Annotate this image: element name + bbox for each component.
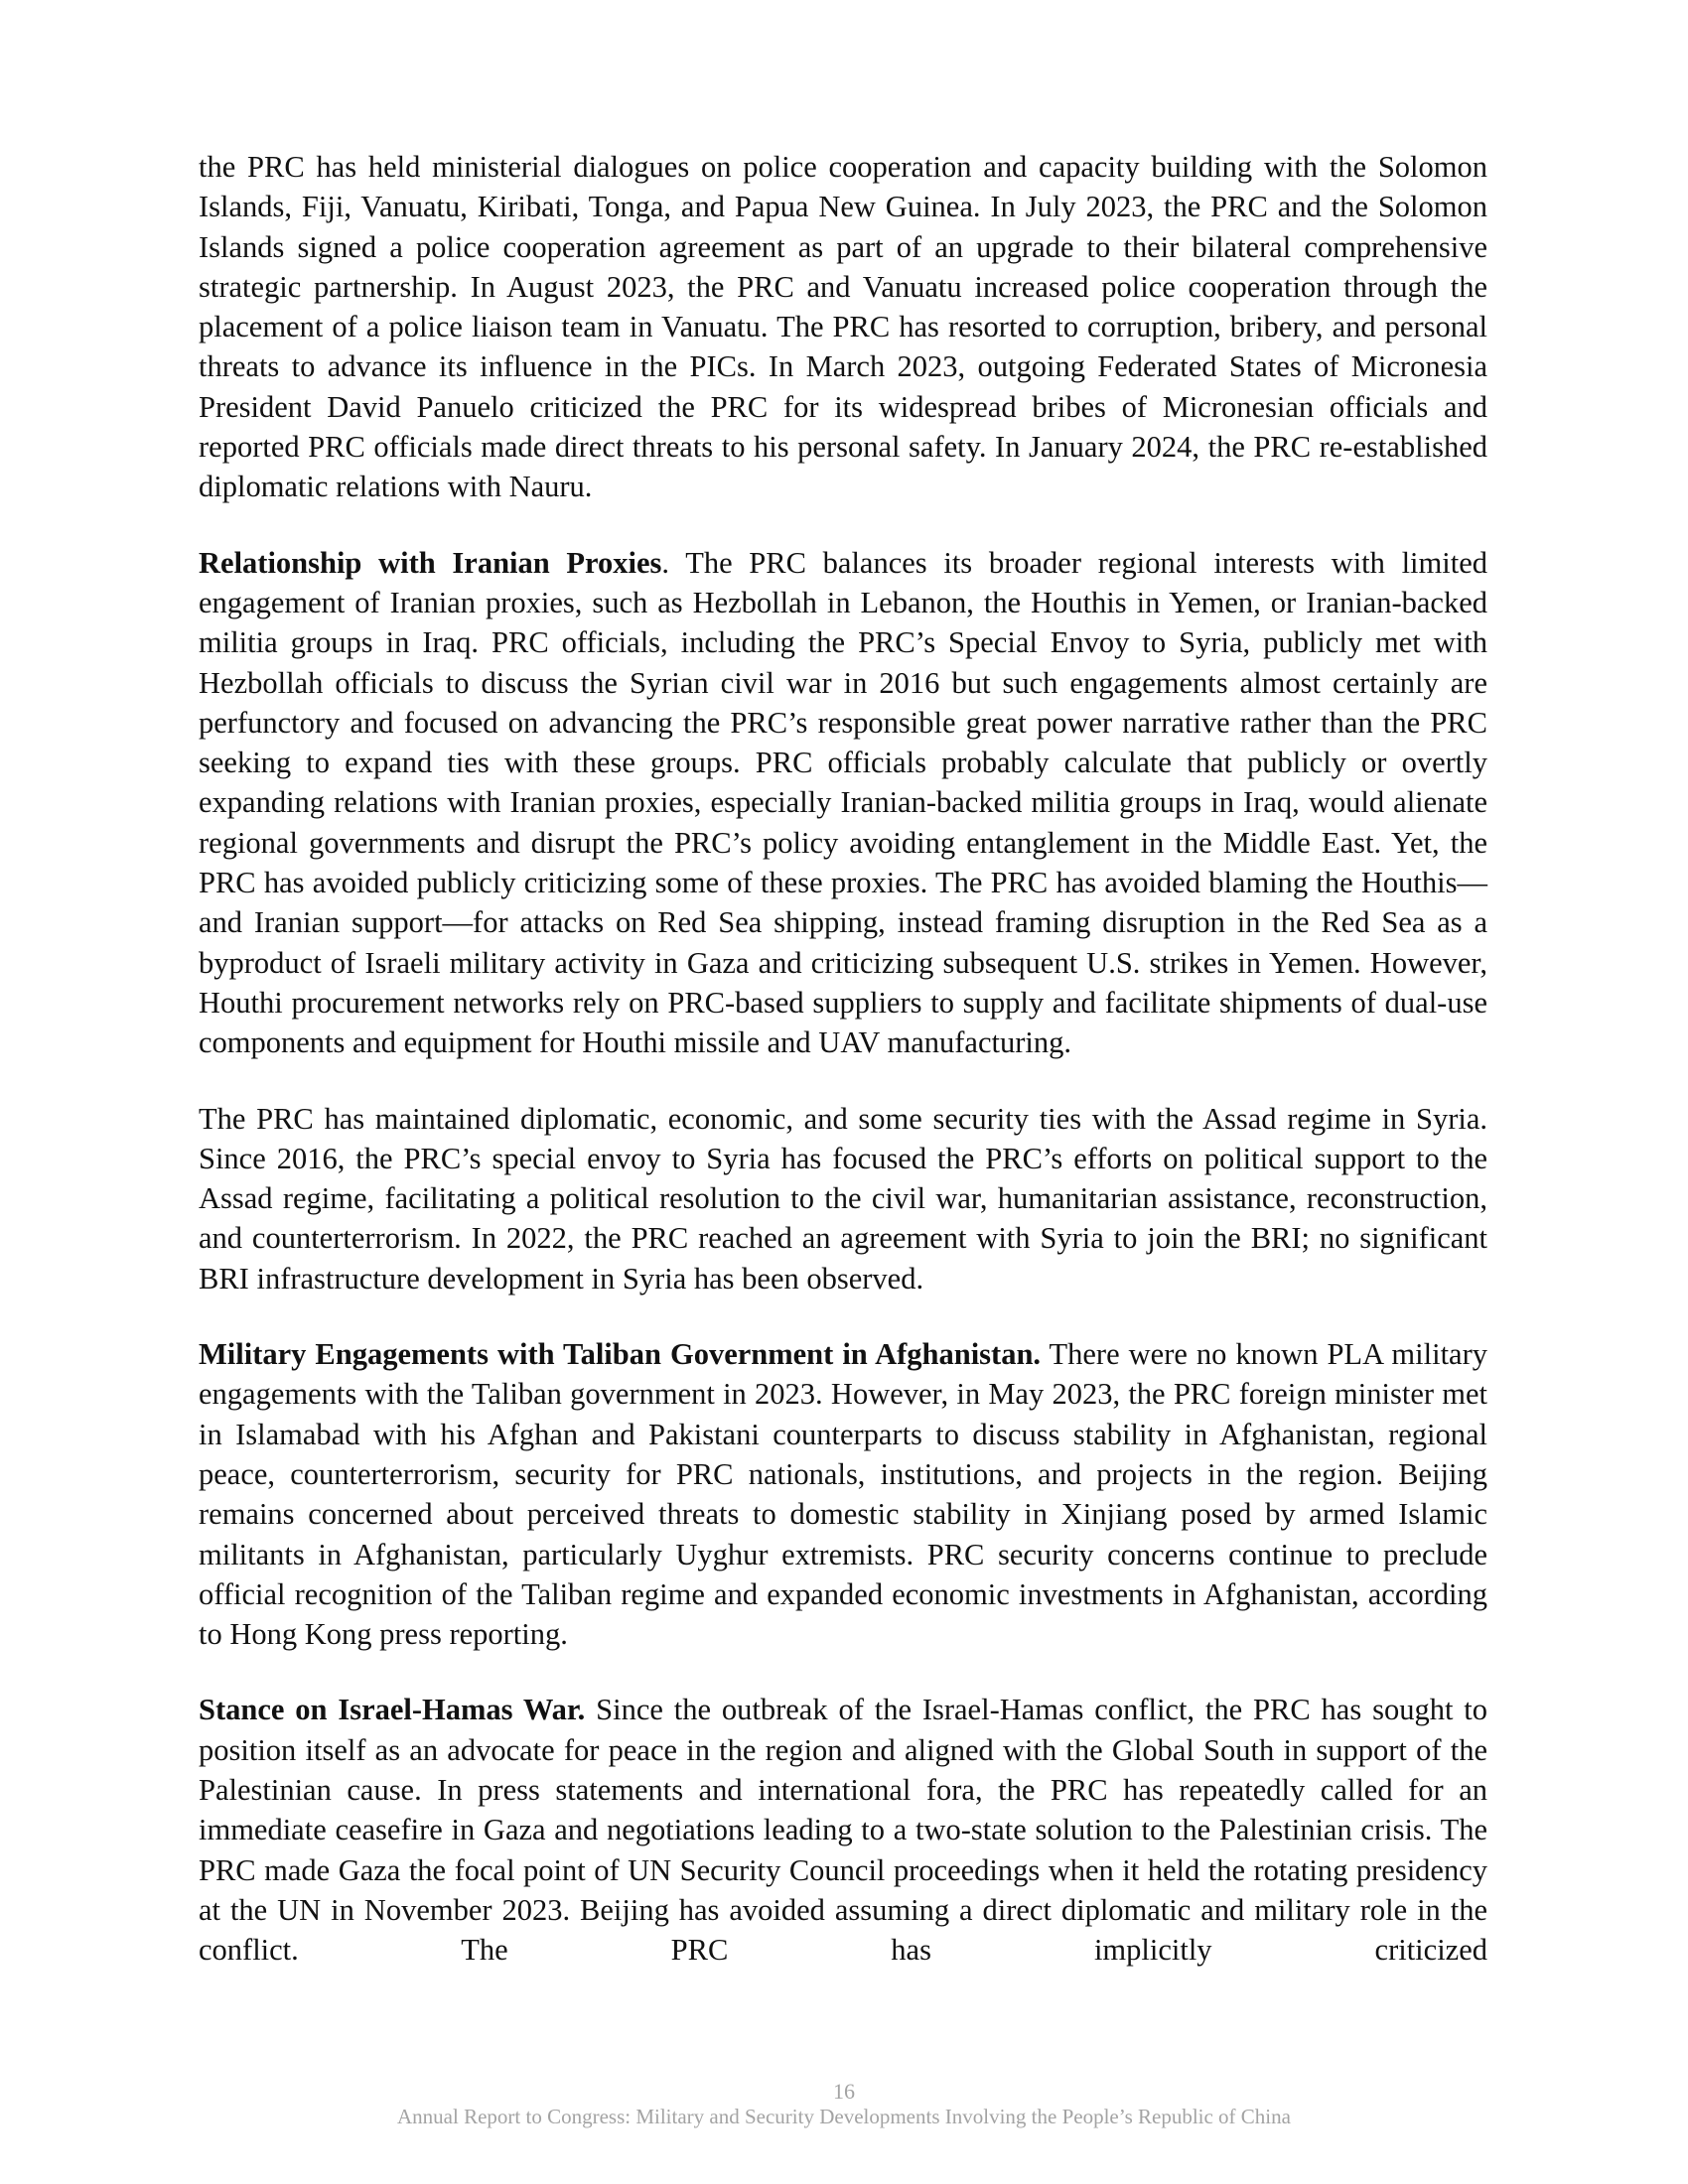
page-number: 16	[833, 2079, 855, 2104]
document-body	[199, 147, 1487, 2005]
paragraph-text: the PRC has held ministerial dialogues on police cooperation and capacity building with the Solomon Islands, Fiji, Vanuatu, Kiribati, Tonga, and Papua New Guinea. In July 2023, the PRC and the Solomon Islands signed a police cooperation agreement as part of an upgrade to their bilateral comprehensive strategic partnership. In August 2023, the PRC and Vanuatu increased police cooperation through the placement of a police liaison team in Vanuatu. The PRC has resorted to corruption, bribery, and personal threats to advance its influence in the PICs. In March 2023, outgoing Federated States of Micronesia President David Panuelo criticized the PRC for its widespread bribes of Micronesian officials and reported PRC officials made direct threats to his personal safety. In January 2024, the PRC re-established diplomatic relations with Nauru.	[199, 150, 1487, 504]
paragraph-text: . The PRC balances its broader regional interests with limited engagement of Iranian proxies, such as Hezbollah in Lebanon, the Houthis in Yemen, or Iranian-backed militia groups in Iraq. PRC officials, including the PRC’s Special Envoy to Syria, publicly met with Hezbollah officials to discuss the Syrian civil war in 2016 but such engagements almost certainly are perfunctory and focused on advancing the PRC’s responsible great power narrative rather than the PRC seeking to expand ties with these groups. PRC officials probably calculate that publicly or overtly expanding relations with Iranian proxies, especially Iranian-backed militia groups in Iraq, would alienate regional governments and disrupt the PRC’s policy avoiding entanglement in the Middle East. Yet, the PRC has avoided publicly criticizing some of these proxies. The PRC has avoided blaming the Houthis—and Iranian support—for attacks on Red Sea shipping, instead framing disruption in the Red Sea as a byproduct of Israeli military activity in Gaza and criticizing subsequent U.S. strikes in Yemen. However, Houthi procurement networks rely on PRC-based suppliers to supply and facilitate shipments of dual-use components and equipment for Houthi missile and UAV manufacturing.	[199, 545, 1487, 1060]
section-heading-afghanistan: Military Engagements with Taliban Government in Afghanistan.	[199, 1337, 1042, 1372]
paragraph-israel-hamas	[199, 1690, 1487, 1970]
paragraph-afghanistan	[199, 1334, 1487, 1654]
paragraph-syria	[199, 1099, 1487, 1298]
footer-report-title: Annual Report to Congress: Military and Security Developments Involving the People’s Republic of China	[397, 2105, 1291, 2128]
paragraph-text: Since the outbreak of the Israel-Hamas conflict, the PRC has sought to position itself as an advocate for peace in the region and aligned with the Global South in support of the Palestinian cause. In press statements and international fora, the PRC has repeatedly called for an immediate ceasefire in Gaza and negotiations leading to a two-state solution to the Palestinian crisis. The PRC made Gaza the focal point of UN Security Council proceedings when it held the rotating presidency at the UN in November 2023. Beijing has avoided assuming a direct diplomatic and military role in the conflict. The PRC has implicitly criticized	[199, 1693, 1487, 1968]
paragraph-text: The PRC has maintained diplomatic, economic, and some security ties with the Assad regime in Syria. Since 2016, the PRC’s special envoy to Syria has focused the PRC’s efforts on political support to the Assad regime, facilitating a political resolution to the civil war, humanitarian assistance, reconstruction, and counterterrorism. In 2022, the PRC reached an agreement with Syria to join the BRI; no significant BRI infrastructure development in Syria has been observed.	[199, 1101, 1487, 1296]
paragraph-pacific-islands-police-cooperation	[199, 147, 1487, 507]
section-heading-iranian-proxies: Relationship with Iranian Proxies	[199, 545, 662, 580]
paragraph-text: There were no known PLA military engagements with the Taliban government in 2023. However, in May 2023, the PRC foreign minister met in Islamabad with his Afghan and Pakistani counterparts to discuss stability in Afghanistan, regional peace, counterterrorism, security for PRC nationals, institutions, and projects in the region. Beijing remains concerned about perceived threats to domestic stability in Xinjiang posed by armed Islamic militants in Afghanistan, particularly Uyghur extremists. PRC security concerns continue to preclude official recognition of the Taliban regime and expanded economic investments in Afghanistan, according to Hong Kong press reporting.	[199, 1337, 1487, 1652]
section-heading-israel-hamas: Stance on Israel-Hamas War.	[199, 1693, 586, 1727]
paragraph-iranian-proxies	[199, 543, 1487, 1063]
